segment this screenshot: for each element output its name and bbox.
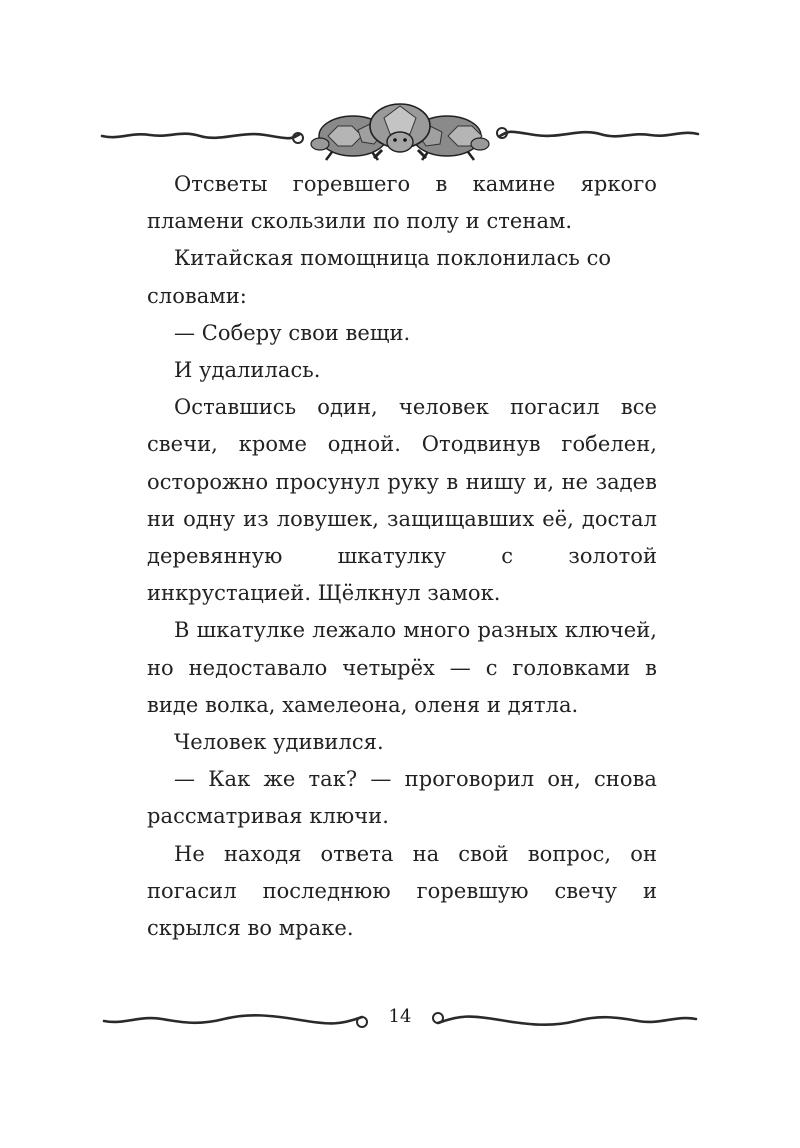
paragraph: Китайская помощница поклонилась со словами: <box>147 246 612 308</box>
paragraph: И удалилась. <box>174 358 321 383</box>
page-number: 14 <box>388 1006 412 1027</box>
story-text <box>147 166 657 947</box>
paragraph: Оставшись один, человек погасил все свечи, кроме одной. Отодвинув гобелен, осторожно просунул руку в нишу и, не задев ни одну из ловушек, защищавших её, достал деревянную шкатулку с золотой инкрустацией. Щёлкнул замок. <box>147 395 657 606</box>
paragraph: Человек удивился. <box>174 730 384 755</box>
paragraph: В шкатулке лежало много разных ключей, но недоставало четырёх — с головками в виде волка, хамелеона, оленя и дятла. <box>147 618 657 717</box>
paragraph: — Как же так? — проговорил он, снова рассматривая ключи. <box>147 767 657 829</box>
paragraph: — Соберу свои вещи. <box>174 320 411 345</box>
paragraph: Не находя ответа на свой вопрос, он погасил последнюю горевшую свечу и скрылся во мраке. <box>147 841 657 941</box>
paragraph: Отсветы горевшего в камине яркого пламени скользили по полу и стенам. <box>147 172 657 234</box>
turtles-ornament-icon <box>100 100 700 170</box>
